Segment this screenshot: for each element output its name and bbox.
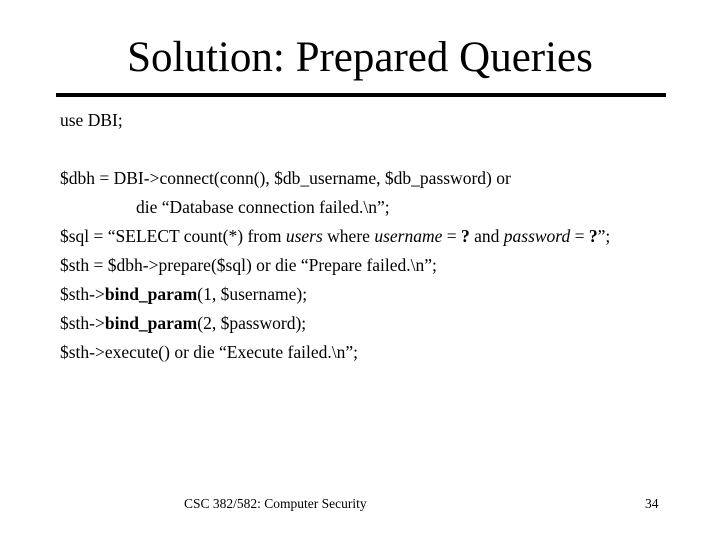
sql-text-end: ”; xyxy=(597,226,611,246)
footer-course-title: CSC 382/582: Computer Security xyxy=(184,496,367,511)
bind2-prefix: $sth-> xyxy=(60,313,105,333)
sql-text-and: and xyxy=(469,226,504,246)
code-line-prepare: $sth = $dbh->prepare($sql) or die “Prepare failed.\n”; xyxy=(60,255,437,275)
title-divider xyxy=(56,93,666,97)
sql-text-equals-2: = xyxy=(570,226,589,246)
bind2-method: bind_param xyxy=(104,313,198,333)
bind1-args: (1, $username); xyxy=(197,284,308,304)
sql-text-equals-1: = xyxy=(442,226,461,246)
code-line-bind-param-2 xyxy=(60,309,715,338)
code-line-use-dbi: use DBI; xyxy=(60,110,123,130)
code-block xyxy=(60,106,715,367)
sql-placeholder-1: ? xyxy=(460,226,470,246)
slide-title: Solution: Prepared Queries xyxy=(127,34,593,81)
sql-column-username: username xyxy=(374,226,443,246)
code-line-execute: $sth->execute() or die “Execute failed.\n”; xyxy=(60,342,358,362)
sql-table-users: users xyxy=(285,226,323,246)
code-line-sql xyxy=(60,222,715,251)
sql-text-where: where xyxy=(322,226,375,246)
code-line-connect-die: die “Database connection failed.\n”; xyxy=(136,197,390,217)
code-line-bind-param-1 xyxy=(60,280,715,309)
code-line-connect: $dbh = DBI->connect(conn(), $db_username, $db_password) or xyxy=(60,168,511,188)
bind2-args: (2, $password); xyxy=(197,313,307,333)
sql-text-start: $sql = “SELECT count(*) from xyxy=(60,226,286,246)
sql-column-password: password xyxy=(503,226,571,246)
bind1-prefix: $sth-> xyxy=(60,284,105,304)
page-number: 34 xyxy=(645,496,659,511)
bind1-method: bind_param xyxy=(104,284,198,304)
blank-line xyxy=(60,135,715,164)
sql-placeholder-2: ? xyxy=(588,226,598,246)
